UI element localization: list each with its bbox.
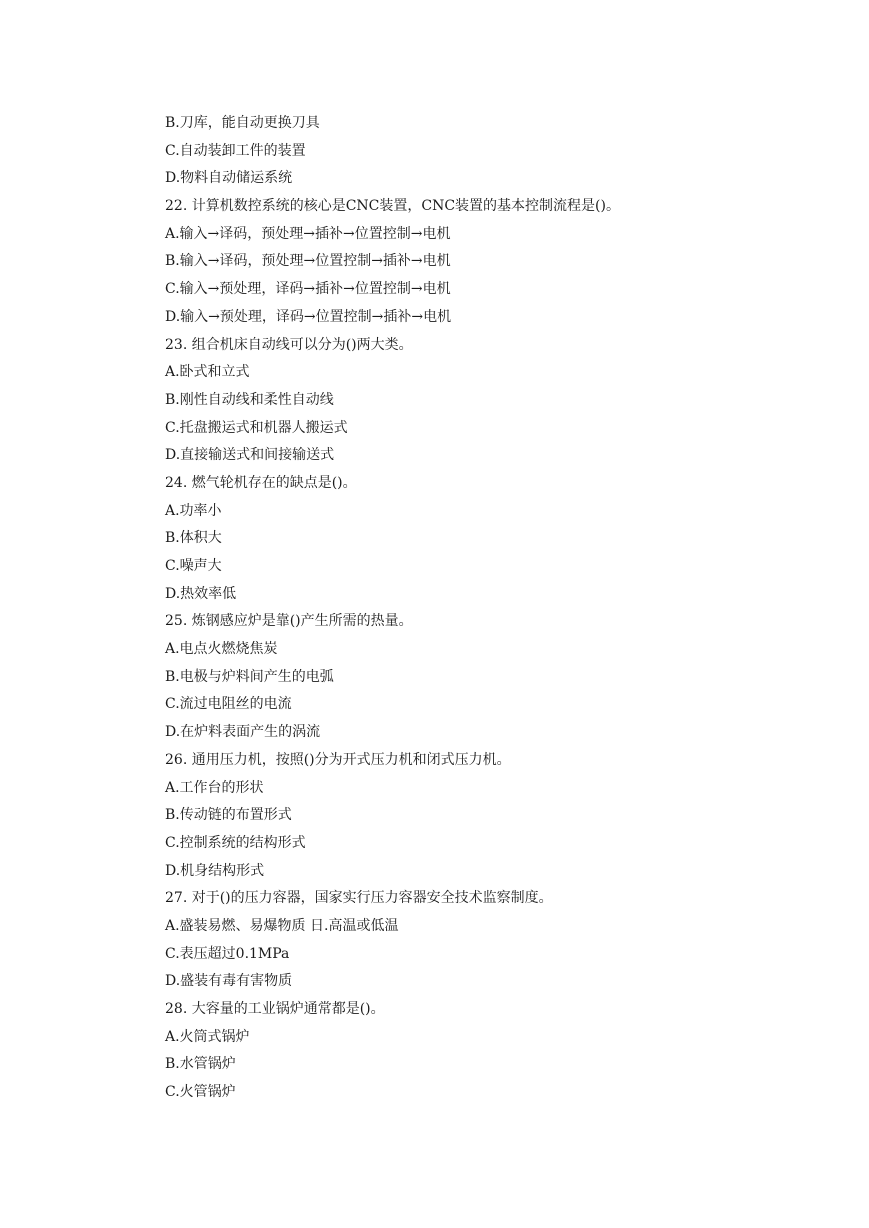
option-28-c: C.火管锅炉 — [165, 1084, 236, 1101]
option-25-c: C.流过电阻丝的电流 — [165, 696, 292, 713]
option-26-c: C.控制系统的结构形式 — [165, 834, 306, 851]
option-21-b: B.刀库，能自动更换刀具 — [165, 115, 320, 131]
option-25-b: B.电极与炉料间产生的电弧 — [165, 668, 334, 685]
option-27-a-b: A.盛装易燃、易爆物质 日.高温或低温 — [165, 917, 399, 934]
option-26-b: B.传动链的布置形式 — [165, 807, 292, 824]
option-22-a: A.输入→译码，预处理→插补→位置控制→电机 — [165, 225, 451, 242]
option-28-a: A.火筒式锅炉 — [165, 1028, 250, 1045]
option-23-b: B.刚性自动线和柔性自动线 — [165, 391, 334, 408]
question-27: 27. 对于()的压力容器，国家实行压力容器安全技术监察制度。 — [165, 890, 553, 907]
document-page — [165, 110, 845, 1107]
option-26-d: D.机身结构形式 — [165, 862, 265, 879]
option-27-d: D.盛装有毒有害物质 — [165, 973, 293, 990]
option-21-d: D.物料自动储运系统 — [165, 170, 293, 187]
option-22-b: B.输入→译码，预处理→位置控制→插补→电机 — [165, 253, 451, 270]
option-23-c: C.托盘搬运式和机器人搬运式 — [165, 419, 348, 436]
option-22-d: D.输入→预处理，译码→位置控制→插补→电机 — [165, 308, 452, 325]
option-22-c: C.输入→预处理，译码→插补→位置控制→电机 — [165, 281, 451, 298]
option-25-a: A.电点火燃烧焦炭 — [165, 641, 278, 658]
option-25-d: D.在炉料表面产生的涡流 — [165, 724, 321, 741]
option-24-a: A.功率小 — [165, 502, 222, 519]
option-27-c: C.表压超过0.1MPa — [165, 945, 290, 962]
question-28: 28. 大容量的工业锅炉通常都是()。 — [165, 1001, 385, 1017]
question-23: 23. 组合机床自动线可以分为()两大类。 — [165, 336, 413, 353]
option-21-c: C.自动装卸工件的装置 — [165, 142, 306, 159]
option-24-d: D.热效率低 — [165, 585, 237, 602]
question-25: 25. 炼钢感应炉是靠()产生所需的热量。 — [165, 613, 413, 630]
option-28-b: B.水管锅炉 — [165, 1056, 236, 1073]
option-23-d: D.直接输送式和间接输送式 — [165, 447, 335, 464]
option-23-a: A.卧式和立式 — [165, 364, 250, 381]
question-22: 22. 计算机数控系统的核心是CNC装置，CNC装置的基本控制流程是()。 — [165, 198, 620, 215]
option-26-a: A.工作台的形状 — [165, 779, 264, 796]
question-26: 26. 通用压力机，按照()分为开式压力机和闭式压力机。 — [165, 751, 511, 768]
option-24-c: C.噪声大 — [165, 558, 222, 574]
option-24-b: B.体积大 — [165, 530, 222, 547]
question-24: 24. 燃气轮机存在的缺点是()。 — [165, 474, 357, 491]
